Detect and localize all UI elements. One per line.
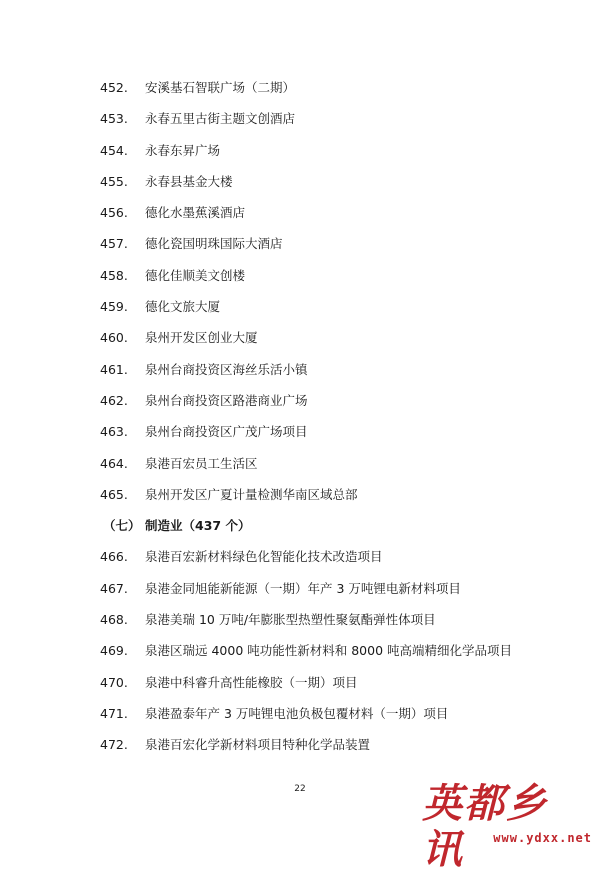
- item-text: 泉港百宏新材料绿色化智能化技术改造项目: [145, 549, 383, 565]
- item-text: 德化水墨蕉溪酒店: [145, 205, 246, 221]
- project-list: [0, 72, 600, 761]
- page-number: 22: [294, 784, 306, 794]
- list-item: [0, 72, 600, 103]
- item-number: 465.: [100, 486, 128, 502]
- item-number: 469.: [100, 643, 128, 659]
- list-item: [0, 291, 600, 322]
- list-item: [0, 166, 600, 197]
- item-text: 泉港金同旭能新能源（一期）年产 3 万吨锂电新材料项目: [145, 580, 461, 596]
- list-item: [0, 729, 600, 760]
- item-text: 德化瓷国明珠国际大酒店: [145, 236, 283, 252]
- item-number: 452.: [100, 80, 128, 95]
- item-number: 468.: [100, 612, 128, 628]
- item-text: 泉港百宏员工生活区: [145, 455, 258, 471]
- item-text: 德化文旅大厦: [145, 299, 221, 315]
- item-number: 461.: [100, 361, 128, 377]
- item-text: 德化佳顺美文创楼: [145, 267, 246, 283]
- list-item: [0, 479, 600, 510]
- item-text: 泉州开发区创业大厦: [145, 330, 258, 346]
- watermark-logo: [422, 780, 592, 873]
- list-item: [0, 604, 600, 635]
- list-item: [0, 228, 600, 259]
- item-text: 永春县基金大楼: [145, 173, 233, 189]
- watermark-text: 英都乡讯: [422, 780, 548, 873]
- list-item: [0, 322, 600, 353]
- item-text: 泉州台商投资区海丝乐活小镇: [145, 361, 308, 377]
- list-item: [0, 448, 600, 479]
- item-text: 泉州台商投资区路港商业广场: [145, 392, 308, 408]
- item-text: 泉港美瑞 10 万吨/年膨胀型热塑性聚氨酯弹性体项目: [145, 612, 436, 628]
- item-number: 471.: [100, 705, 128, 721]
- list-item: [0, 573, 600, 604]
- item-number: 462.: [100, 392, 128, 408]
- item-number: 459.: [100, 299, 128, 315]
- list-item: [0, 385, 600, 416]
- list-item: [0, 197, 600, 228]
- item-number: 470.: [100, 674, 128, 690]
- item-number: 454.: [100, 142, 128, 158]
- list-item: [0, 416, 600, 447]
- section-title: 制造业（437 个）: [145, 518, 251, 534]
- item-number: 458.: [100, 267, 128, 283]
- item-number: 472.: [100, 737, 128, 753]
- list-item: [0, 354, 600, 385]
- watermark-url: www.ydxx.net: [493, 831, 592, 845]
- item-number: 457.: [100, 236, 128, 252]
- item-text: 泉港中科睿升高性能橡胶（一期）项目: [145, 674, 358, 690]
- item-number: 455.: [100, 173, 128, 189]
- item-number: 464.: [100, 455, 128, 471]
- list-item: [0, 698, 600, 729]
- section-heading: [0, 510, 600, 541]
- item-number: 453.: [100, 111, 128, 127]
- list-item: [0, 135, 600, 166]
- item-text: 泉州开发区广夏计量检测华南区域总部: [145, 486, 358, 502]
- item-text: 泉港百宏化学新材料项目特种化学品装置: [145, 737, 371, 753]
- list-item: [0, 667, 600, 698]
- item-number: 467.: [100, 580, 128, 596]
- item-text: 泉港盈泰年产 3 万吨锂电池负极包覆材料（一期）项目: [145, 705, 449, 721]
- list-item: [0, 541, 600, 572]
- section-number: （七）: [103, 518, 141, 534]
- item-number: 466.: [100, 549, 128, 565]
- item-text: 泉港区瑞远 4000 吨功能性新材料和 8000 吨高端精细化学品项目: [145, 643, 513, 659]
- item-number: 460.: [100, 330, 128, 346]
- list-item: [0, 103, 600, 134]
- item-text: 泉州台商投资区广茂广场项目: [145, 424, 308, 440]
- item-text: 永春东昇广场: [145, 142, 221, 158]
- item-number: 456.: [100, 205, 128, 221]
- list-item: [0, 260, 600, 291]
- item-number: 463.: [100, 424, 128, 440]
- list-item: [0, 635, 600, 666]
- item-text: 安溪基石智联广场（二期）: [145, 80, 296, 95]
- item-text: 永春五里古街主题文创酒店: [145, 111, 296, 127]
